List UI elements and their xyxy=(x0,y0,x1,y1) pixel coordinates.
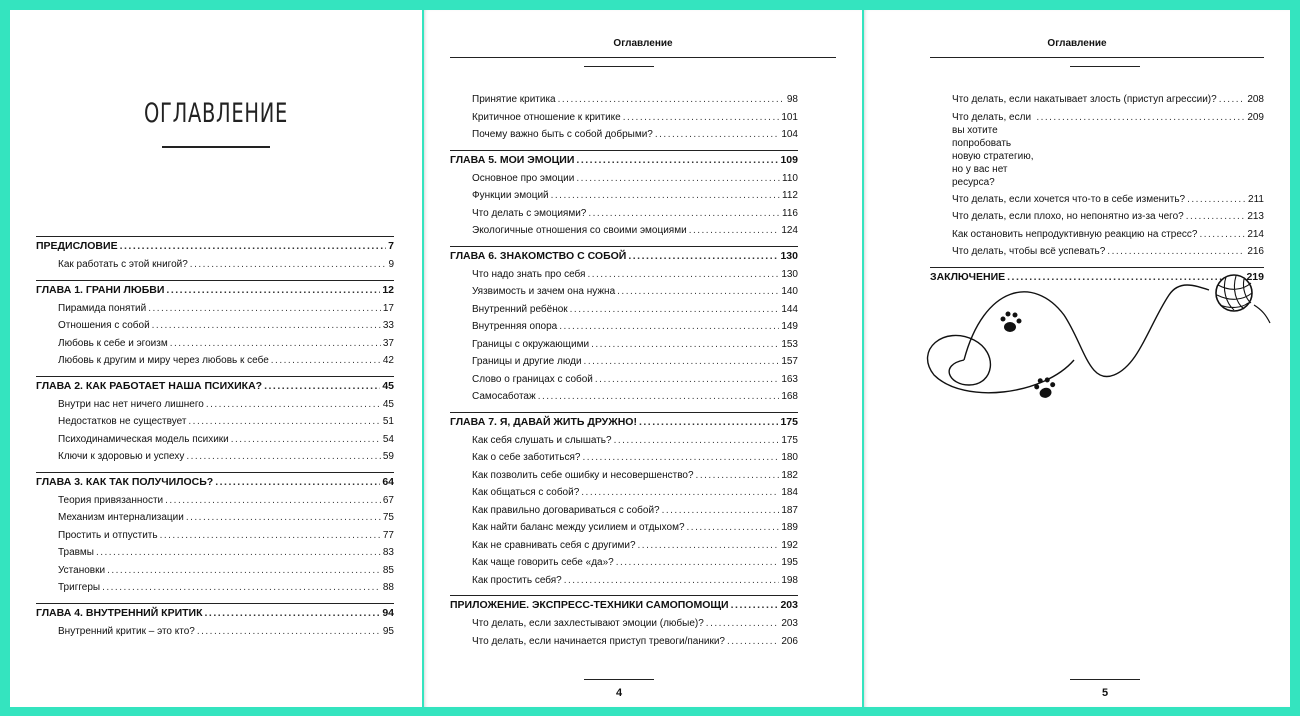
toc-entry-title: Ключи к здоровью и успеху xyxy=(58,451,185,462)
toc-entry-title: Как не сравнивать себя с другими? xyxy=(472,539,636,551)
dot-leader xyxy=(687,519,780,537)
toc-section-entry[interactable] xyxy=(36,509,394,527)
toc-section-entry[interactable] xyxy=(36,623,394,641)
yarn-ball-icon xyxy=(1216,275,1252,311)
toc-entry-title: Теория привязанности xyxy=(58,494,164,506)
toc-section-entry[interactable] xyxy=(36,492,394,510)
toc-entry-title: Внутренний ребёнок xyxy=(472,303,568,315)
toc-entry-page-number: 208 xyxy=(1247,94,1264,105)
toc-entry-title: Как чаще говорить себе «да»? xyxy=(472,557,614,568)
dot-leader xyxy=(197,623,381,641)
dot-leader xyxy=(205,604,381,623)
dot-leader xyxy=(655,126,779,144)
toc-title: ОГЛАВЛЕНИЕ xyxy=(144,98,288,129)
toc-section-entry[interactable] xyxy=(36,527,394,545)
toc-entry-title: ГЛАВА 3. КАК ТАК ПОЛУЧИЛОСЬ? xyxy=(36,475,214,488)
toc-section-entry[interactable] xyxy=(930,91,1264,109)
toc-section-entry[interactable] xyxy=(450,266,798,284)
toc-entry-page-number: 104 xyxy=(781,129,798,140)
toc-entry-page-number: 64 xyxy=(382,475,394,488)
toc-section-entry[interactable] xyxy=(36,300,394,318)
toc-entry-page-number: 94 xyxy=(382,606,394,619)
toc-section-entry[interactable] xyxy=(36,352,394,370)
dot-leader xyxy=(1187,191,1246,209)
toc-entry-page-number: 213 xyxy=(1247,211,1264,222)
toc-entry-title: Как найти баланс между усилием и отдыхом? xyxy=(472,522,685,533)
dot-leader xyxy=(559,318,779,336)
dot-leader xyxy=(107,562,381,580)
toc-entry-title: Как остановить непродуктивную реакцию на стресс? xyxy=(952,228,1198,240)
toc-entry-title: ГЛАВА 1. ГРАНИ ЛЮБВИ xyxy=(36,283,165,296)
dot-leader xyxy=(727,633,779,651)
toc-entry-page-number: 187 xyxy=(781,504,798,516)
dot-leader xyxy=(190,256,387,274)
toc-chapter-entry[interactable] xyxy=(450,596,798,615)
page-number: 5 xyxy=(1101,687,1109,699)
dot-leader xyxy=(96,544,381,562)
dot-leader xyxy=(570,301,780,319)
toc-section-entry[interactable] xyxy=(36,562,394,580)
toc-chapter-entry[interactable] xyxy=(450,151,798,170)
toc-section-entry[interactable] xyxy=(450,126,798,144)
toc-section-entry[interactable] xyxy=(450,91,798,109)
toc-entry-title: Внутри нас нет ничего лишнего xyxy=(58,398,204,410)
dot-leader xyxy=(166,281,380,300)
toc-entry-title: Простить и отпустить xyxy=(58,529,158,541)
dot-leader xyxy=(1186,208,1246,226)
page-number: 4 xyxy=(615,687,623,699)
toc-entry-title: Что делать, если захлестывают эмоции (любые)? xyxy=(472,618,704,629)
toc-section-entry[interactable] xyxy=(450,283,798,301)
toc-entry-page-number: 109 xyxy=(780,153,798,166)
dot-leader xyxy=(639,413,779,432)
toc-entry-title: Как общаться с собой? xyxy=(472,487,580,498)
header-rule xyxy=(930,57,1264,58)
toc-section-entry[interactable] xyxy=(450,205,798,223)
toc-entry-page-number: 59 xyxy=(382,451,394,462)
toc-section-entry[interactable] xyxy=(450,432,798,450)
dot-leader xyxy=(170,335,381,353)
toc-entry-page-number: 175 xyxy=(781,434,798,446)
toc-entry-title: Границы и другие люди xyxy=(472,356,582,367)
toc-entry-page-number: 144 xyxy=(781,303,798,315)
toc-chapter-entry[interactable] xyxy=(36,473,394,492)
toc-entry-page-number: 67 xyxy=(382,494,394,506)
dot-leader xyxy=(558,91,785,109)
dot-leader xyxy=(614,432,780,450)
toc-entry-page-number: 42 xyxy=(382,355,394,366)
toc-entry-title: Границы с окружающими xyxy=(472,338,590,350)
dot-leader xyxy=(538,388,780,406)
running-head: Оглавление xyxy=(1047,38,1107,49)
toc-entry-page-number: 116 xyxy=(782,207,798,219)
toc-entry-page-number: 211 xyxy=(1248,193,1264,205)
toc-entry-title: ПРИЛОЖЕНИЕ. ЭКСПРЕСС-ТЕХНИКИ САМОПОМОЩИ xyxy=(450,599,729,611)
dot-leader xyxy=(148,300,381,318)
dot-leader xyxy=(264,377,380,396)
toc-entry-title: Что делать, если плохо, но непонятно из-за чего? xyxy=(952,211,1184,222)
dot-leader xyxy=(564,572,780,590)
toc-entry-title: Недостатков не существует xyxy=(58,416,187,427)
toc-section-entry[interactable] xyxy=(36,317,394,335)
toc-entry-page-number: 214 xyxy=(1247,228,1264,240)
toc-entry-page-number: 192 xyxy=(781,539,798,551)
dot-leader xyxy=(616,554,780,572)
toc-entry-page-number: 9 xyxy=(388,259,394,270)
toc-entry-page-number: 75 xyxy=(382,512,394,523)
toc-entry-page-number: 51 xyxy=(382,416,394,427)
toc-entry-title: Принятие критика xyxy=(472,94,556,105)
toc-entry-page-number: 54 xyxy=(382,433,394,445)
toc-entry-title: Как правильно договариваться с собой? xyxy=(472,504,660,516)
toc-section-entry[interactable] xyxy=(450,170,798,188)
toc-entry-title: Критичное отношение к критике xyxy=(472,111,621,123)
toc-entry-title: Внутренняя опора xyxy=(472,321,558,332)
book-page-5 xyxy=(864,10,1290,707)
dot-leader xyxy=(160,527,381,545)
toc-entry-page-number: 198 xyxy=(781,574,798,586)
toc-entry-page-number: 17 xyxy=(382,302,394,314)
toc-list-page-4 xyxy=(450,91,798,650)
dot-leader xyxy=(731,596,779,615)
toc-entry-page-number: 45 xyxy=(382,398,394,410)
toc-section-entry[interactable] xyxy=(36,579,394,597)
toc-entry-page-number: 88 xyxy=(382,582,394,593)
toc-entry-page-number: 45 xyxy=(382,379,394,392)
toc-entry-title: ПРЕДИСЛОВИЕ xyxy=(36,240,118,252)
toc-section-entry[interactable] xyxy=(450,109,798,127)
toc-entry-title: Почему важно быть с собой добрыми? xyxy=(472,129,653,140)
toc-entry-title: Как позволить себе ошибку и несовершенство? xyxy=(472,469,694,481)
toc-entry-page-number: 189 xyxy=(781,522,798,533)
toc-entry-title: Что делать с эмоциями? xyxy=(472,207,587,219)
dot-leader xyxy=(1219,91,1246,109)
toc-entry-page-number: 168 xyxy=(781,391,798,402)
toc-entry-page-number: 184 xyxy=(781,487,798,498)
toc-entry-title: ЗАКЛЮЧЕНИЕ xyxy=(930,270,1006,283)
toc-entry-title: Внутренний критик – это кто? xyxy=(58,625,195,637)
dot-leader xyxy=(706,615,780,633)
dot-leader xyxy=(588,205,780,223)
dot-leader xyxy=(206,396,381,414)
dot-leader xyxy=(581,484,779,502)
dot-leader xyxy=(638,537,780,555)
dot-leader xyxy=(215,473,380,492)
toc-section-entry[interactable] xyxy=(450,301,798,319)
toc-section-entry[interactable] xyxy=(930,208,1264,226)
dot-leader xyxy=(584,353,780,371)
header-rule xyxy=(450,57,836,58)
footer-rule xyxy=(584,679,654,680)
toc-section-entry[interactable] xyxy=(36,431,394,449)
toc-entry-title: Основное про эмоции xyxy=(472,172,575,184)
toc-entry-page-number: 124 xyxy=(781,225,798,236)
toc-section-entry[interactable] xyxy=(930,109,1264,191)
toc-entry-title: Что делать, если хочется что-то в себе изменить? xyxy=(952,193,1186,205)
toc-entry-page-number: 33 xyxy=(382,320,394,331)
dot-leader xyxy=(696,467,780,485)
toc-entry-title: Функции эмоций xyxy=(472,190,549,201)
toc-entry-page-number: 175 xyxy=(780,415,798,428)
toc-section-entry[interactable] xyxy=(450,371,798,389)
toc-entry-title: Травмы xyxy=(58,547,94,558)
toc-entry-page-number: 37 xyxy=(382,337,394,349)
dot-leader xyxy=(188,413,380,431)
toc-section-entry[interactable] xyxy=(36,335,394,353)
toc-entry-title: Уязвимость и зачем она нужна xyxy=(472,286,616,297)
toc-section-entry[interactable] xyxy=(450,467,798,485)
toc-section-entry[interactable] xyxy=(450,519,798,537)
dot-leader xyxy=(576,170,780,188)
dot-leader xyxy=(617,283,779,301)
toc-entry-page-number: 216 xyxy=(1247,246,1264,257)
toc-entry-title: Пирамида понятий xyxy=(58,302,147,314)
toc-entry-title: ГЛАВА 4. ВНУТРЕННИЙ КРИТИК xyxy=(36,606,203,619)
toc-entry-title: Механизм интернализации xyxy=(58,512,184,523)
toc-entry-page-number: 195 xyxy=(781,557,798,568)
toc-entry-page-number: 130 xyxy=(780,249,798,262)
yarn-cat-paws-illustration xyxy=(924,265,1274,405)
toc-section-entry[interactable] xyxy=(450,388,798,406)
toc-list-page-1 xyxy=(36,236,394,640)
toc-entry-title: Установки xyxy=(58,564,106,576)
dot-leader xyxy=(628,247,778,266)
dot-leader xyxy=(1107,243,1245,261)
toc-entry-title: Любовь к себе и эгоизм xyxy=(58,337,168,349)
book-page-4 xyxy=(424,10,862,707)
header-short-rule xyxy=(1070,66,1140,67)
dot-leader xyxy=(623,109,780,127)
toc-section-entry[interactable] xyxy=(36,448,394,466)
toc-entry-page-number: 112 xyxy=(782,190,798,201)
toc-entry-page-number: 101 xyxy=(781,111,798,123)
toc-section-entry[interactable] xyxy=(930,226,1264,244)
toc-entry-page-number: 12 xyxy=(382,283,394,296)
toc-entry-title: ГЛАВА 5. МОИ ЭМОЦИИ xyxy=(450,153,575,166)
toc-section-entry[interactable] xyxy=(450,633,798,651)
toc-entry-title: Отношения с собой xyxy=(58,320,150,331)
footer-rule xyxy=(1070,679,1140,680)
toc-entry-title: Самосаботаж xyxy=(472,391,536,402)
dot-leader xyxy=(576,151,778,170)
toc-entry-title: Экологичные отношения со своими эмоциями xyxy=(472,225,687,236)
toc-chapter-entry[interactable] xyxy=(36,604,394,623)
toc-entry-page-number: 77 xyxy=(382,529,394,541)
toc-section-entry[interactable] xyxy=(450,502,798,520)
book-page-toc-title xyxy=(10,10,422,707)
running-head: Оглавление xyxy=(613,38,673,49)
toc-section-entry[interactable] xyxy=(450,187,798,205)
toc-chapter-entry[interactable] xyxy=(36,237,394,256)
toc-section-entry[interactable] xyxy=(36,544,394,562)
toc-entry-page-number: 7 xyxy=(388,240,394,252)
toc-section-entry[interactable] xyxy=(450,572,798,590)
toc-entry-page-number: 182 xyxy=(781,469,798,481)
toc-entry-page-number: 157 xyxy=(781,356,798,367)
toc-chapter-entry[interactable] xyxy=(450,413,798,432)
toc-entry-page-number: 203 xyxy=(780,599,798,611)
toc-section-entry[interactable] xyxy=(450,353,798,371)
toc-section-entry[interactable] xyxy=(36,396,394,414)
toc-entry-page-number: 153 xyxy=(781,338,798,350)
toc-section-entry[interactable] xyxy=(450,537,798,555)
toc-entry-title: Психодинамическая модель психики xyxy=(58,433,229,445)
dot-leader xyxy=(120,237,387,256)
toc-entry-page-number: 140 xyxy=(781,286,798,297)
dot-leader xyxy=(271,352,381,370)
toc-section-entry[interactable] xyxy=(450,615,798,633)
dot-leader xyxy=(551,187,780,205)
toc-entry-page-number: 203 xyxy=(781,618,798,629)
toc-entry-title: Что делать, если накатывает злость (приступ агрессии)? xyxy=(952,94,1217,105)
dot-leader xyxy=(662,502,780,520)
toc-entry-title: Что делать, чтобы всё успевать? xyxy=(952,246,1106,257)
toc-section-entry[interactable] xyxy=(450,554,798,572)
toc-section-entry[interactable] xyxy=(450,449,798,467)
toc-section-entry[interactable] xyxy=(450,222,798,240)
toc-entry-title: Что надо знать про себя xyxy=(472,268,586,280)
header-short-rule xyxy=(584,66,654,67)
toc-entry-title: Любовь к другим и миру через любовь к себе xyxy=(58,355,269,366)
toc-section-entry[interactable] xyxy=(36,413,394,431)
toc-entry-page-number: 219 xyxy=(1246,270,1264,283)
dot-leader xyxy=(591,336,779,354)
toc-entry-page-number: 206 xyxy=(781,635,798,647)
toc-entry-page-number: 130 xyxy=(781,268,798,280)
title-underline xyxy=(162,146,270,148)
dot-leader xyxy=(231,431,381,449)
toc-entry-title: ГЛАВА 7. Я, ДАВАЙ ЖИТЬ ДРУЖНО! xyxy=(450,415,637,428)
dot-leader xyxy=(186,448,381,466)
toc-entry-page-number: 110 xyxy=(782,172,798,184)
dot-leader xyxy=(186,509,381,527)
toc-section-entry[interactable] xyxy=(36,256,394,274)
paw-print-icon xyxy=(1001,312,1022,333)
dot-leader xyxy=(595,371,779,389)
toc-entry-title: Триггеры xyxy=(58,582,101,593)
dot-leader xyxy=(689,222,780,240)
toc-entry-page-number: 98 xyxy=(786,94,798,105)
toc-entry-page-number: 149 xyxy=(781,321,798,332)
toc-entry-page-number: 83 xyxy=(382,547,394,558)
toc-section-entry[interactable] xyxy=(450,318,798,336)
toc-entry-title: ГЛАВА 6. ЗНАКОМСТВО С СОБОЙ xyxy=(450,249,627,262)
toc-entry-page-number: 180 xyxy=(781,452,798,463)
dot-leader xyxy=(152,317,381,335)
dot-leader xyxy=(165,492,381,510)
toc-entry-page-number: 95 xyxy=(382,625,394,637)
toc-entry-title: Слово о границах с собой xyxy=(472,373,593,385)
toc-section-entry[interactable] xyxy=(930,191,1264,209)
toc-chapter-entry[interactable] xyxy=(36,377,394,396)
toc-chapter-entry[interactable] xyxy=(36,281,394,300)
dot-leader xyxy=(582,449,779,467)
toc-entry-title: Как себя слушать и слышать? xyxy=(472,434,612,446)
toc-section-entry[interactable] xyxy=(450,484,798,502)
toc-entry-title: Как простить себя? xyxy=(472,574,562,586)
toc-entry-title: Как о себе заботиться? xyxy=(472,452,581,463)
dot-leader xyxy=(1036,111,1245,124)
toc-section-entry[interactable] xyxy=(930,243,1264,261)
toc-entry-page-number: 85 xyxy=(382,564,394,576)
paw-print-icon xyxy=(1032,375,1058,400)
toc-chapter-entry[interactable] xyxy=(450,247,798,266)
toc-entry-title: Как работать с этой книгой? xyxy=(58,259,188,270)
dot-leader xyxy=(102,579,381,597)
toc-entry-page-number: 209 xyxy=(1247,111,1264,123)
dot-leader xyxy=(1199,226,1245,244)
toc-entry-title: ГЛАВА 2. КАК РАБОТАЕТ НАША ПСИХИКА? xyxy=(36,379,263,392)
toc-entry-title: Что делать, если начинается приступ тревоги/паники? xyxy=(472,635,725,647)
toc-list-page-5 xyxy=(930,91,1264,287)
toc-entry-page-number: 163 xyxy=(781,373,798,385)
toc-entry-title: Что делать, если вы хотите попробовать новую стратегию, но у вас нет ресурса? xyxy=(952,111,1034,188)
dot-leader xyxy=(587,266,779,284)
toc-section-entry[interactable] xyxy=(450,336,798,354)
